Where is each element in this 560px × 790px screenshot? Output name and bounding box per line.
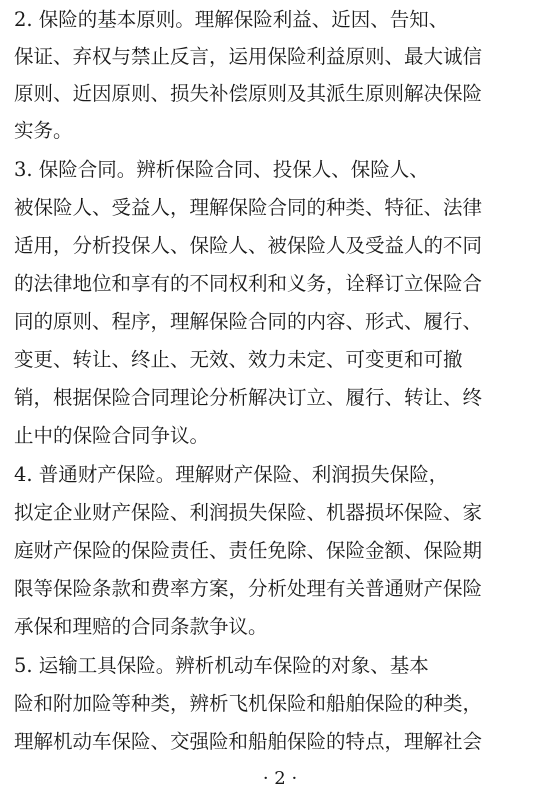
text-line-14: 拟定企业财产保险、利润损失保险、机器损坏保险、家 [14,501,483,524]
text-line-6: 被保险人、受益人，理解保险合同的种类、特征、法律 [14,196,483,219]
text-line-4: 实务。 [14,119,73,142]
text-line-2: 保证、弃权与禁止反言，运用保险利益原则、最大诚信 [14,45,483,68]
text-line-15: 庭财产保险的保险责任、责任免除、保险金额、保险期 [14,539,483,562]
text-line-1: 2. 保险的基本原则。理解保险利益、近因、告知、 [14,8,449,31]
text-line-7: 适用，分析投保人、保险人、被保险人及受益人的不同 [14,234,483,257]
text-line-11: 销，根据保险合同理论分析解决订立、履行、转让、终 [14,386,483,409]
text-line-12: 止中的保险合同争议。 [14,424,210,447]
text-line-17: 承保和理赔的合同条款争议。 [14,615,268,638]
text-line-8: 的法律地位和享有的不同权利和义务，诠释订立保险合 [14,272,483,295]
text-line-18: 5. 运输工具保险。辨析机动车保险的对象、基本 [14,654,429,677]
text-line-3: 原则、近因原则、损失补偿原则及其派生原则解决保险 [14,82,483,105]
text-line-16: 限等保险条款和费率方案，分析处理有关普通财产保险 [14,577,483,600]
text-line-20: 理解机动车保险、交强险和船舶保险的特点，理解社会 [14,730,483,753]
text-line-13: 4. 普通财产保险。理解财产保险、利润损失保险， [14,463,449,486]
page-number: · 2 · [262,768,298,789]
text-line-10: 变更、转让、终止、无效、效力未定、可变更和可撤 [14,348,463,371]
text-line-19: 险和附加险等种类，辨析飞机保险和船舶保险的种类， [14,692,483,715]
text-line-9: 同的原则、程序，理解保险合同的内容、形式、履行、 [14,310,483,333]
text-line-5: 3. 保险合同。辨析保险合同、投保人、保险人、 [14,158,429,181]
